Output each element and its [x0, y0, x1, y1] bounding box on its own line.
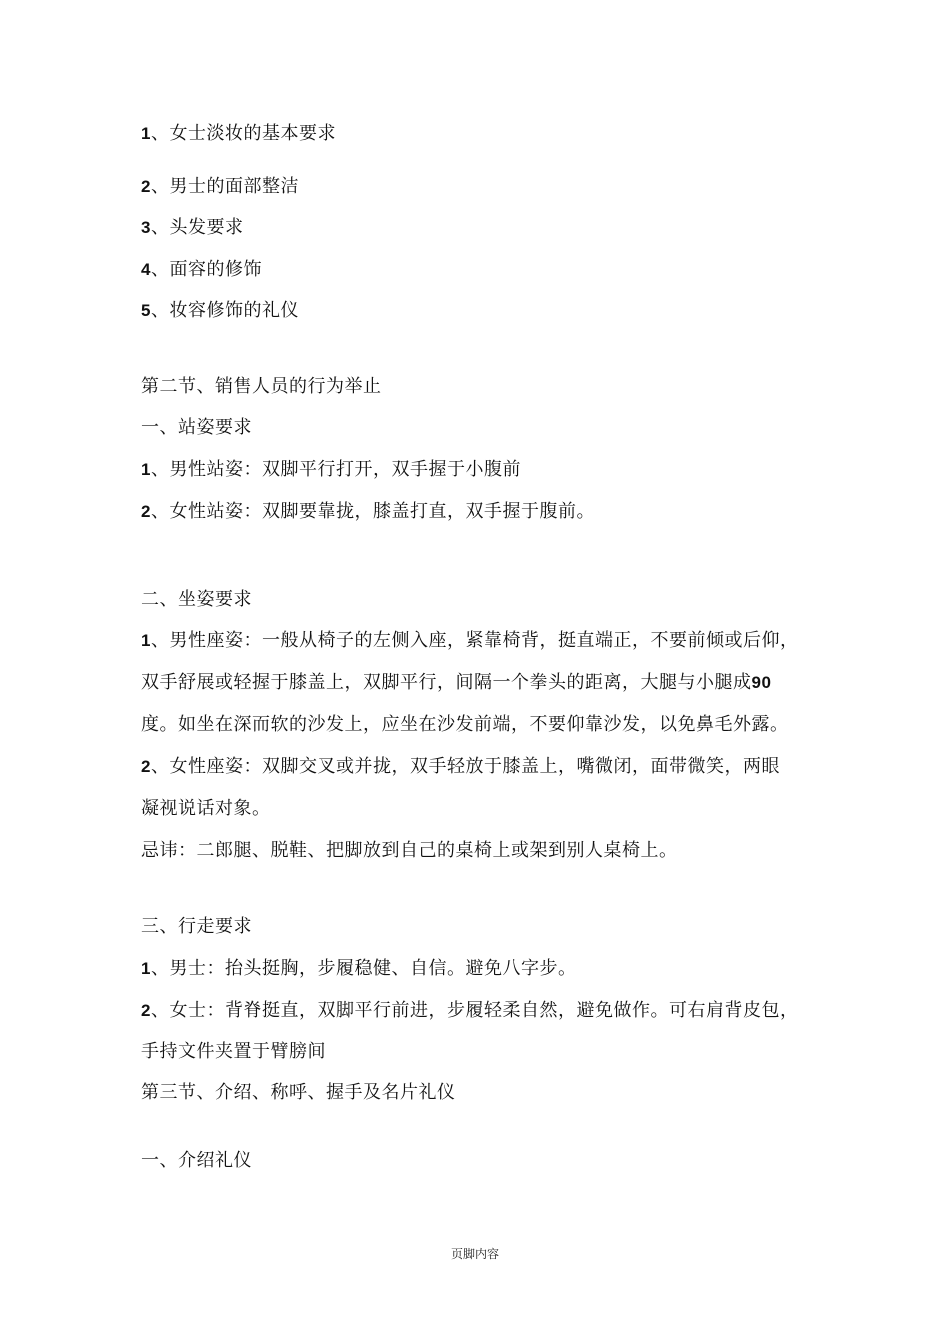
- paragraph-line: 1、男性站姿：双脚平行打开，双手握于小腹前: [141, 459, 521, 480]
- list-item-4: 4、面容的修饰: [141, 259, 262, 280]
- subsection-heading-introduction: 一、介绍礼仪: [141, 1150, 252, 1171]
- paragraph-line: 忌讳：二郎腿、脱鞋、把脚放到自己的桌椅上或架到别人桌椅上。: [141, 840, 678, 861]
- paragraph-line: 2、女士：背脊挺直，双脚平行前进，步履轻柔自然，避免做作。可右肩背皮包，: [141, 1000, 799, 1021]
- subsection-heading-standing: 一、站姿要求: [141, 417, 252, 438]
- section-heading-2: 第二节、销售人员的行为举止: [141, 376, 382, 397]
- paragraph-line: 度。如坐在深而软的沙发上，应坐在沙发前端，不要仰靠沙发，以免鼻毛外露。: [141, 714, 789, 735]
- paragraph-line: 手持文件夹置于臂膀间: [141, 1041, 326, 1062]
- list-item-3: 3、头发要求: [141, 217, 244, 238]
- section-heading-3: 第三节、介绍、称呼、握手及名片礼仪: [141, 1082, 456, 1103]
- paragraph-line: 凝视说话对象。: [141, 798, 271, 819]
- subsection-heading-walking: 三、行走要求: [141, 916, 252, 937]
- paragraph-line: 1、男性座姿：一般从椅子的左侧入座，紧靠椅背，挺直端正，不要前倾或后仰，: [141, 630, 799, 651]
- paragraph-line: 双手舒展或轻握于膝盖上，双脚平行，间隔一个拳头的距离，大腿与小腿成90: [141, 672, 772, 693]
- paragraph-line: 2、女性座姿：双脚交叉或并拢，双手轻放于膝盖上，嘴微闭，面带微笑，两眼: [141, 756, 780, 777]
- subsection-heading-sitting: 二、坐姿要求: [141, 589, 252, 610]
- paragraph-line: 2、女性站姿：双脚要靠拢，膝盖打直，双手握于腹前。: [141, 501, 595, 522]
- list-item-5: 5、妆容修饰的礼仪: [141, 300, 299, 321]
- list-item-1: 1、女士淡妆的基本要求: [141, 123, 336, 144]
- page-footer: 页脚内容: [451, 1247, 500, 1261]
- paragraph-line: 1、男士：抬头挺胸，步履稳健、自信。避免八字步。: [141, 958, 577, 979]
- list-item-2: 2、男士的面部整洁: [141, 176, 299, 197]
